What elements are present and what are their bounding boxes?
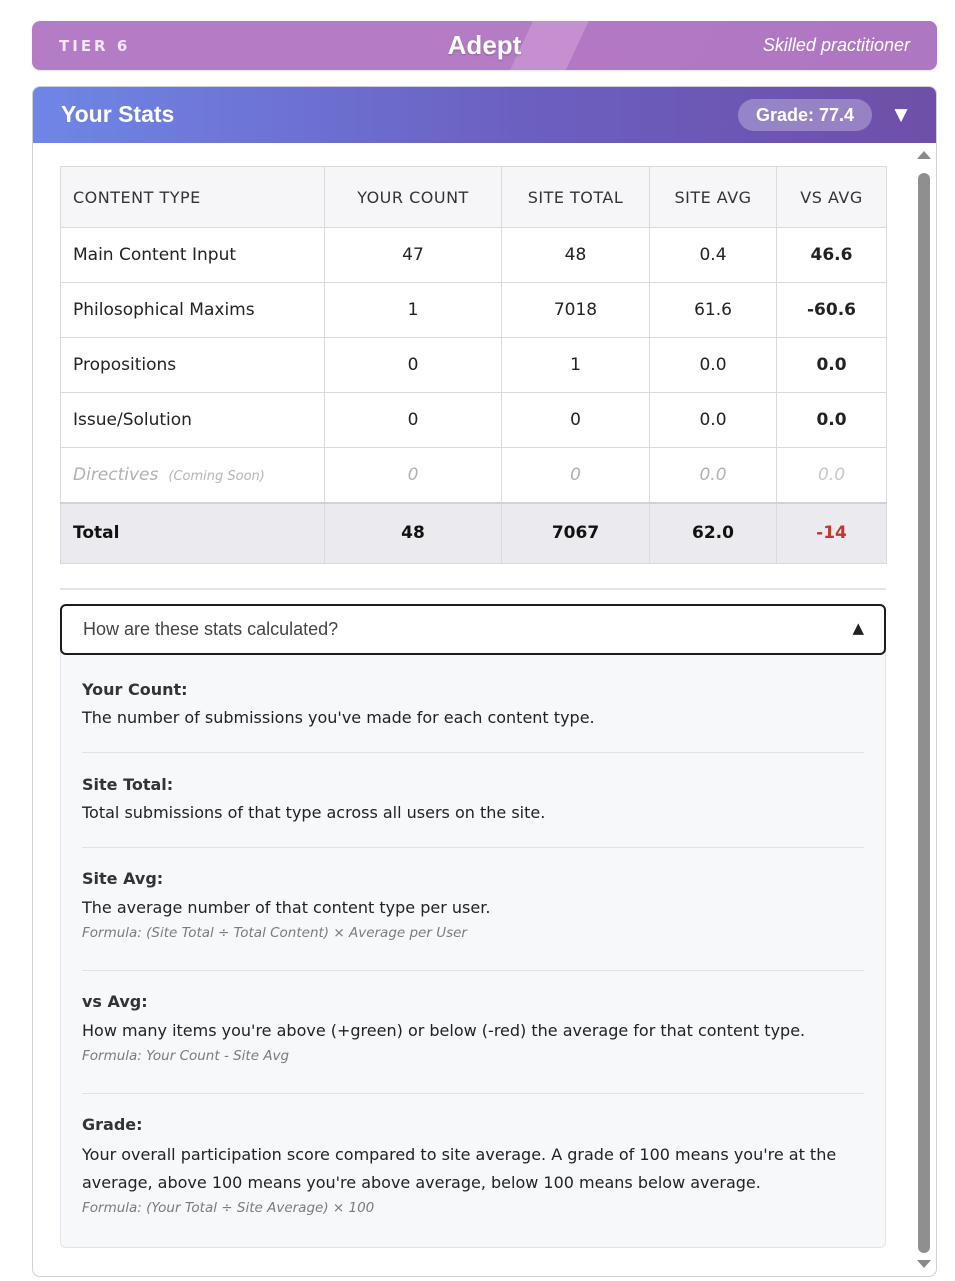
stats-help-toggle-label: How are these stats calculated? [83,619,339,639]
cell-site-total: 0 [502,393,650,448]
help-item-vs-avg [82,992,864,1064]
table-total-row [61,503,887,564]
help-divider [82,970,864,971]
help-description: The average number of that content type per user. [82,898,491,917]
tier-description: Skilled practitioner [762,35,910,55]
cell-content-type: Philosophical Maxims [61,283,325,338]
help-description: How many items you're above (+green) or below (-red) the average for that content type. [82,1021,806,1040]
table-row-disabled [61,448,887,503]
section-divider [60,588,886,590]
cell-total-site-total: 7067 [502,503,650,564]
cell-your-count: 0 [325,393,502,448]
stats-help-toggle[interactable] [60,604,886,655]
table-row [61,338,887,393]
scroll-down-arrow-icon[interactable] [916,1259,932,1271]
header-site-avg: SITE AVG [650,167,777,228]
cell-content-type [61,448,325,503]
tier-label: TIER 6 [59,37,131,55]
stats-title: Your Stats [61,101,175,127]
stats-panel [32,86,937,1277]
stats-help-accordion [60,604,886,1248]
header-site-total: SITE TOTAL [502,167,650,228]
cell-vs-avg: 0.0 [777,338,887,393]
table-row [61,228,887,283]
cell-site-avg: 0.4 [650,228,777,283]
scrollbar-thumb[interactable] [918,173,930,1253]
content-type-label: Directives [73,464,159,485]
cell-vs-avg: 46.6 [777,228,887,283]
help-divider [82,752,864,753]
help-item-your-count [82,680,864,732]
chevron-up-icon: ▲ [852,619,864,637]
cell-your-count: 1 [325,283,502,338]
help-formula: Formula: (Site Total ÷ Total Content) × Average per User [82,925,467,941]
cell-site-total: 48 [502,228,650,283]
cell-total-site-avg: 62.0 [650,503,777,564]
table-row [61,393,887,448]
table-row [61,283,887,338]
header-your-count: YOUR COUNT [325,167,502,228]
help-term: Site Avg: [82,869,164,888]
help-divider [82,847,864,848]
tier-name: Adept [447,30,522,60]
cell-vs-avg: 0.0 [777,448,887,503]
cell-vs-avg: -60.6 [777,283,887,338]
help-item-site-avg [82,869,864,941]
cell-site-avg: 0.0 [650,448,777,503]
cell-site-total: 0 [502,448,650,503]
cell-site-total: 1 [502,338,650,393]
help-term: Site Total: [82,775,174,794]
cell-site-avg: 0.0 [650,393,777,448]
scroll-up-arrow-icon[interactable] [916,149,932,161]
help-formula: Formula: Your Count - Site Avg [82,1048,290,1064]
cell-your-count: 0 [325,448,502,503]
cell-vs-avg: 0.0 [777,393,887,448]
cell-total-label: Total [61,503,325,564]
coming-soon-note: (Coming Soon) [168,468,265,484]
cell-content-type: Main Content Input [61,228,325,283]
cell-site-total: 7018 [502,283,650,338]
cell-content-type: Propositions [61,338,325,393]
help-term: Your Count: [82,680,188,699]
stats-header[interactable] [33,87,936,143]
help-item-site-total [82,775,864,827]
cell-your-count: 47 [325,228,502,283]
tier-banner [32,21,937,70]
cell-total-vs-avg: -14 [777,503,887,564]
cell-site-avg: 0.0 [650,338,777,393]
help-description: Total submissions of that type across all users on the site. [82,803,546,822]
grade-badge: Grade: 77.4 [738,99,872,131]
cell-total-your-count: 48 [325,503,502,564]
help-term: Grade: [82,1115,143,1134]
header-vs-avg: VS AVG [777,167,887,228]
stats-table [60,166,887,564]
help-description: The number of submissions you've made for each content type. [82,708,595,727]
cell-site-avg: 61.6 [650,283,777,338]
header-content-type: CONTENT TYPE [61,167,325,228]
help-formula: Formula: (Your Total ÷ Site Average) × 100 [82,1200,375,1216]
help-term: vs Avg: [82,992,148,1011]
help-description: Your overall participation score compared to site average. A grade of 100 means you're at the average, above 100 means you're above average, below 100 means below average. [82,1145,837,1192]
collapse-toggle-icon[interactable]: ▼ [894,105,908,125]
cell-content-type: Issue/Solution [61,393,325,448]
help-item-grade [82,1115,864,1216]
help-divider [82,1093,864,1094]
cell-your-count: 0 [325,338,502,393]
table-header-row [61,167,887,228]
